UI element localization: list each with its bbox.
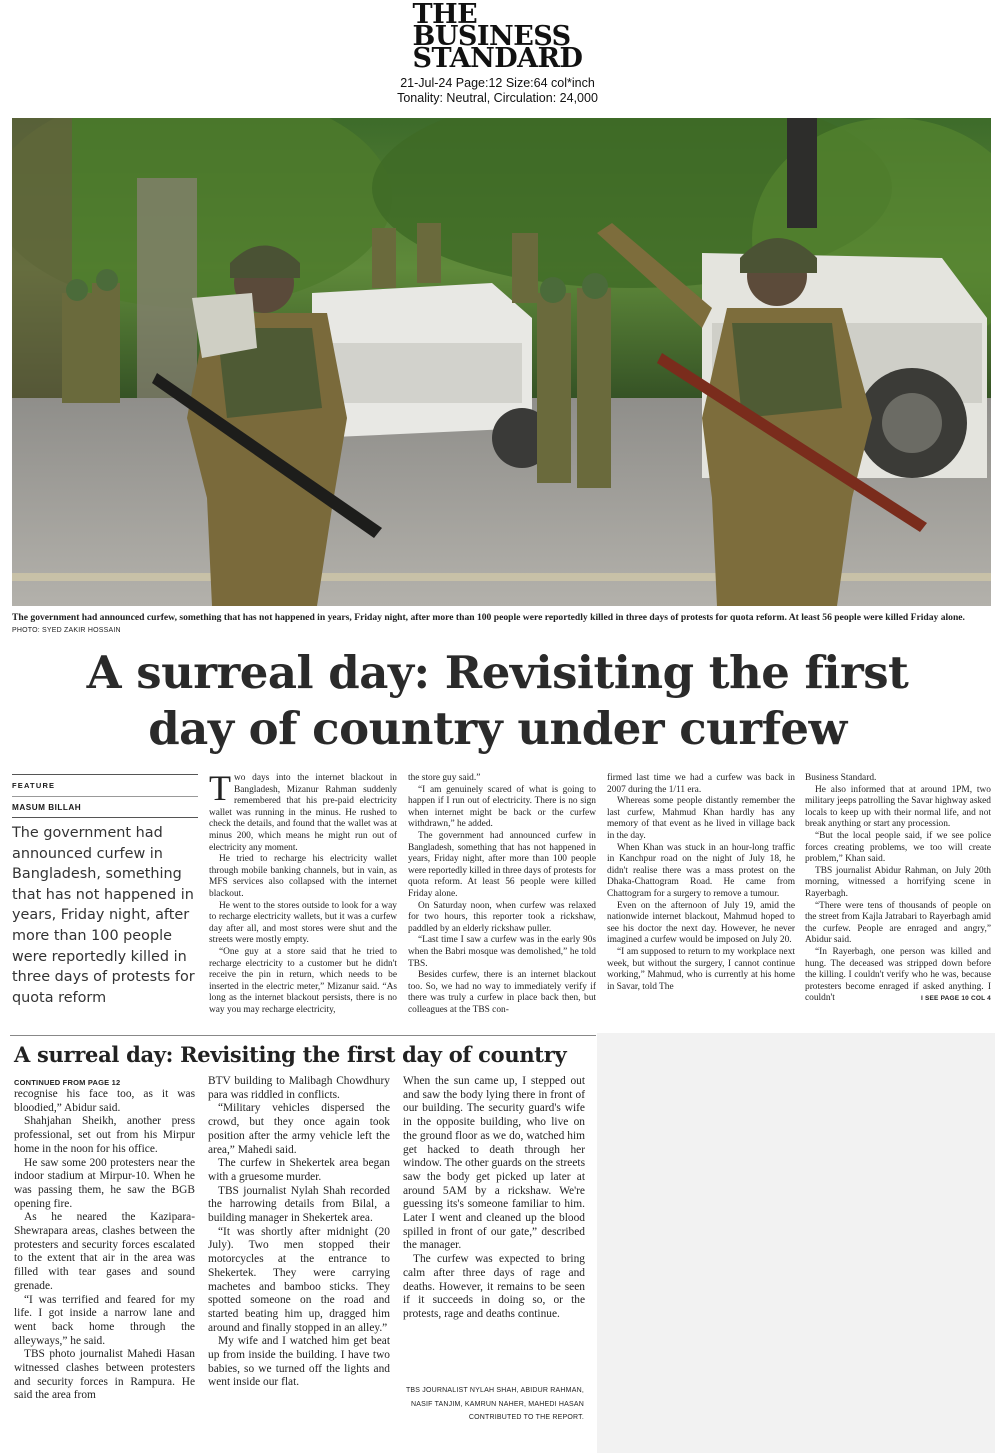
- continuation-headline: A surreal day: Revisiting the first day of country: [14, 1042, 567, 1067]
- article-paragraph: “There were tens of thousands of people on the street from Kajla Jatrabari to Rayerbagh amid the curfew. People are enraged and angry,” Abidur said.: [805, 900, 991, 946]
- article-paragraph: “I was terrified and feared for my life. I got inside a narrow lane and went back home through the alleyways,” he said.: [14, 1293, 195, 1347]
- article-paragraph: The curfew in Shekertek area began with a gruesome murder.: [208, 1157, 390, 1183]
- article-paragraph: He also informed that at around 1PM, two military jeeps patrolling the Savar highway asked locals to keep up with their normal life, and not break anything or start any procession.: [805, 784, 991, 830]
- lead-photo: [12, 118, 991, 606]
- article-paragraph: “Last time I saw a curfew was in the early 90s when the Babri mosque was demolished,” he told TBS.: [408, 935, 596, 969]
- article-paragraph: firmed last time we had a curfew was back in 2007 during the 1/11 era.: [607, 773, 795, 795]
- article-paragraph: TBS photo journalist Mahedi Hasan witnessed clashes between protesters and security forces in Rampura. He said the area from: [14, 1348, 195, 1402]
- article-paragraph: When the sun came up, I stepped out and saw the body lying there in front of our building. The security guard's wife in the opposite building, who live on the ground floor as we do, watched him get hacked to death through her window. The other guards on the streets saw the body get picked up later at around 5AM by a rickshaw. We're guessing its's someone familiar to him. Later I went and cleaned up the blood spilled in front of our gate,” described the manager.: [403, 1075, 585, 1252]
- article-paragraph: Business Standard.: [805, 773, 877, 783]
- article-paragraph: “But the local people said, if we see police forces creating problems, we too will create problem,” Khan said.: [805, 830, 991, 865]
- headline-line-1: A surreal day: Revisiting the first: [86, 646, 909, 699]
- article-paragraph: Even on the afternoon of July 19, amid the nationwide internet blackout, Mahmud hoped to see his doctor the next day. However, he never imagined a curfew would be imposed on July 20.: [607, 900, 795, 946]
- article-paragraph: “I am supposed to return to my workplace next week, but without the surgery, I cannot continue working,” Mahmud, who is currently at his home in Savar, told The: [607, 946, 795, 992]
- article-paragraph: The curfew was expected to bring calm after three days of rage and deaths. However, it remains to be seen if it succeeds in doing so, or the protests, rage and deaths continue.: [403, 1253, 585, 1320]
- continuation-column-1: [14, 1077, 195, 1403]
- article-column-1: [209, 768, 397, 1016]
- article-paragraph: He went to the stores outside to look for a way to recharge electricity wallets, but it was a curfew day after all, and most stores were shut and the streets were mostly empty.: [209, 900, 397, 946]
- soldiers-curfew-photo: [12, 118, 991, 606]
- contributors-line: TBS JOURNALIST NYLAH SHAH, ABIDUR RAHMAN,: [405, 1387, 584, 1394]
- article-paragraph: When Khan was stuck in an hour-long traffic in Kanchpur road on the night of July 18, he didn't realise there was a mass protest on the Dhaka-Chattogram Road. He came from Chattogram for a surgery to remove a tumour.: [607, 842, 795, 899]
- article-paragraph: [805, 947, 991, 1005]
- photo-credit: PHOTO: SYED ZAKIR HOSSAIN: [12, 627, 121, 634]
- article-paragraph: He tried to recharge his electricity wallet through mobile banking channels, but in vain, as MFS services also collapsed with the internet blackout.: [209, 854, 397, 899]
- meta-date-page: 21-Jul-24 Page:12 Size:64 col*inch: [400, 76, 595, 90]
- paragraph-text: “In Rayerbagh, one person was killed and hung. The deceased was stripped down before the killing. I couldn't verify who he was, because protesters become enraged if asked anything. I couldn't: [805, 946, 991, 1004]
- article-column-2: [408, 773, 596, 1016]
- article-paragraph: As he neared the Kazipara-Shewrapara areas, clashes between the protesters and security forces escalated to the extent that air in the area was filled with tear gases and sound grenade.: [14, 1211, 195, 1292]
- continuation-column-3: [403, 1075, 585, 1322]
- article-column-4: [805, 773, 991, 1005]
- article-paragraph: the store guy said.”: [408, 773, 481, 783]
- article-paragraph: BTV building to Malibagh Chowdhury para was riddled in conflicts.: [208, 1075, 390, 1101]
- continuation-rule: [10, 1035, 596, 1036]
- article-paragraph: recognise his face too, as it was bloodied,” Abidur said.: [14, 1088, 195, 1114]
- logo-line-3: STANDARD: [412, 43, 583, 74]
- byline: MASUM BILLAH: [12, 797, 198, 818]
- newspaper-logo: [412, 0, 583, 74]
- article-paragraph: Besides curfew, there is an internet blackout too. So, we had no way to immediately verify if there was truly a curfew in place back then, but colleagues at the TBS con-: [408, 970, 596, 1015]
- article-paragraph: On Saturday noon, when curfew was relaxed for two hours, this reporter took a rickshaw, paddled by an elderly rickshaw puller.: [408, 900, 596, 934]
- left-rail: [12, 774, 198, 1008]
- clipping-meta: [0, 76, 995, 106]
- article-paragraph: [209, 768, 397, 854]
- meta-tonality: Tonality: Neutral, Circulation: 24,000: [397, 91, 598, 105]
- logo-line-1: THE: [412, 0, 478, 30]
- article-paragraph: “It was shortly after midnight (20 July). Two men stopped their motorcycles at the entrance to Shekertek. They were carrying machetes and bamboo sticks. They spotted someone on the road and started beating him up, dragged him around and finally stopped in an alley.”: [208, 1225, 390, 1334]
- page-headline: [0, 645, 995, 757]
- drop-cap: T: [209, 768, 231, 808]
- article-column-3: [607, 773, 795, 993]
- see-page-jump: I SEE PAGE 10 COL 4: [920, 995, 991, 1003]
- blank-area: [597, 1033, 995, 1453]
- headline-line-2: day of country under curfew: [148, 702, 847, 755]
- article-paragraph: My wife and I watched him get beat up from inside the building. I have two babies, so we turned off the lights and went inside our flat.: [208, 1335, 390, 1389]
- pull-quote: The government had announced curfew in Bangladesh, something that has not happened in years, Friday night, after more than 100 people were reportedly killed in three days of protests for quota reform: [12, 825, 195, 1006]
- article-paragraph: Shahjahan Sheikh, another press professional, set out from his Mirpur home in the noon for his office.: [14, 1115, 195, 1155]
- article-paragraph: TBS journalist Nylah Shah recorded the harrowing details from Bilal, a building manager in Shekertek area.: [208, 1184, 390, 1225]
- contributors-note: [402, 1384, 584, 1425]
- logo-line-2: BUSINESS: [412, 21, 571, 52]
- article-paragraph: “Military vehicles dispersed the crowd, but they once again took position after the army vehicle left the area,” Mahedi said.: [208, 1102, 390, 1156]
- caption-text: The government had announced curfew, something that has not happened in years, Friday night, after more than 100 people were reportedly killed in three days of protests for quota reform. At least 56 people were killed Friday alone.: [12, 612, 965, 623]
- continued-from-label: CONTINUED FROM PAGE 12: [14, 1078, 121, 1087]
- masthead: [0, 0, 995, 106]
- article-paragraph: Whereas some people distantly remember the last curfew, Mahmud Khan hardly has any memory of that event as he lived in village back in the day.: [607, 796, 795, 841]
- article-paragraph: The government had announced curfew in Bangladesh, something that has not happened in years, Friday night, after more than 100 people were reportedly killed in three days of protests for quota reform. At least 56 people were killed Friday alone.: [408, 830, 596, 899]
- article-paragraph: “One guy at a store said that he tried to recharge electricity to a customer but he didn't receive the pin in return, which needs to be inserted in the electric meter,” Mizanur said. “As long as the internet blackout persists, there is no way you may recharge electricity,: [209, 946, 397, 1015]
- contributors-line: NASIF TANJIM, KAMRUN NAHER, MAHEDI HASAN: [410, 1400, 584, 1408]
- photo-caption: [12, 612, 991, 637]
- section-label: FEATURE: [12, 775, 198, 797]
- article-paragraph: He saw some 200 protesters near the indoor stadium at Mirpur-10. When he was passing them, he saw the BGB opening fire.: [14, 1156, 195, 1210]
- article-paragraph: TBS journalist Abidur Rahman, on July 20th morning, witnessed a horrifying scene in Rayerbagh.: [805, 865, 991, 899]
- contributors-line: CONTRIBUTED TO THE REPORT.: [468, 1414, 584, 1421]
- continuation-column-2: [208, 1075, 390, 1390]
- article-paragraph: “I am genuinely scared of what is going to happen if I run out of electricity. There is no sign when internet might be back or the curfew withdrawn,” he added.: [408, 784, 596, 830]
- paragraph-text: wo days into the internet blackout in Bangladesh, Mizanur Rahman suddenly remembered that his pre-paid electricity wallet was running in the minus. He rushed to check the details, and found that the wallet was at minus 200, which means he might run out of electricity any moment.: [209, 773, 397, 853]
